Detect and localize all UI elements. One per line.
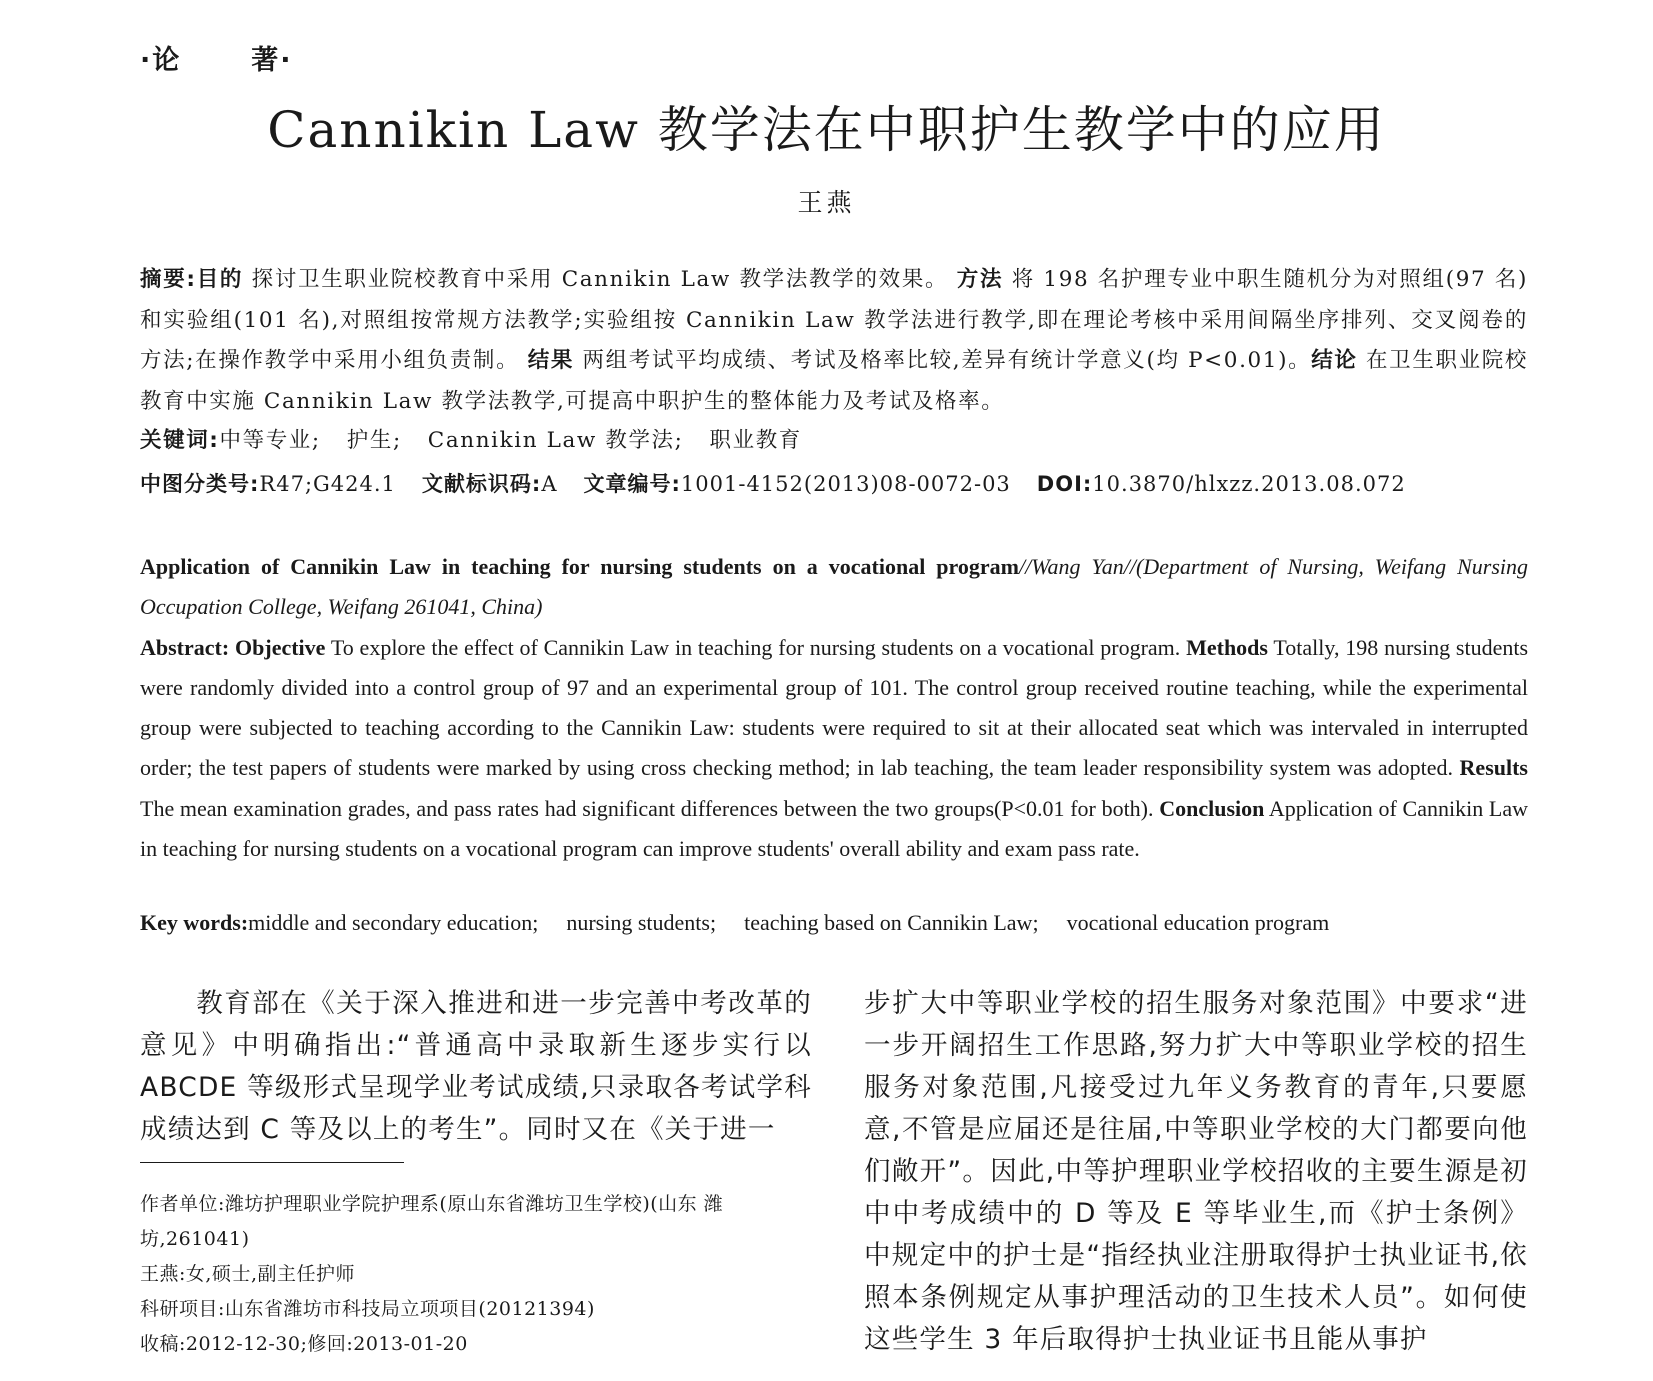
footnotes	[140, 1187, 812, 1362]
en-keywords-label: Key words:	[140, 910, 249, 935]
en-abstract-label: Abstract:	[140, 634, 230, 660]
footnote-author-info: 王燕:女,硕士,副主任护师	[140, 1263, 355, 1285]
en-conclusion-label: Conclusion	[1159, 795, 1265, 821]
body-right-text: 步扩大中等职业学校的招生服务对象范围》中要求“进一步开阔招生工作思路,努力扩大中等职业学校的招生服务对象范围,凡接受过九年义务教育的青年,只要愿意,不管是应届还是往届,中等职业学校的大门都要向他们敞开”。因此,中等护理职业学校招收的主要生源是初中中考成绩中的 D 等及 E 等毕业生,而《护士条例》中规定中的护士是“指经执业注册取得护士执业证书,依照本条例规定从事护理活动的卫生技术人员”。如何使这些学生 3 年后取得护士执业证书且能从事护	[864, 988, 1528, 1355]
classification-line	[140, 468, 1406, 498]
en-methods-label: Methods	[1186, 634, 1268, 660]
clc-label: 中图分类号:	[140, 472, 260, 496]
paper-title: Cannikin Law 教学法在中职护生教学中的应用	[267, 101, 1386, 159]
en-results-label: Results	[1459, 755, 1528, 781]
en-keyword: vocational education program	[1066, 910, 1330, 935]
footnote-funding: 科研项目:山东省潍坊市科技局立项项目(20121394)	[140, 1298, 595, 1320]
cn-keyword: 护生;	[346, 428, 402, 453]
en-affiliation: (Department of Nursing, Weifang Nursing Occupation College, Weifang 261041, China)	[140, 554, 1528, 620]
doi-value: 10.3870/hlxzz.2013.08.072	[1092, 472, 1406, 496]
footnote-divider	[140, 1162, 404, 1163]
en-keyword: nursing students;	[566, 910, 717, 935]
chinese-abstract	[140, 260, 1528, 422]
section-tag-right: 著·	[251, 45, 293, 76]
chinese-keywords	[140, 423, 802, 454]
en-title: Application of Cannikin Law in teaching for nursing students on a vocational program	[140, 554, 1019, 579]
cn-conclusion-label: 结论	[1311, 348, 1358, 373]
en-sep: //	[1018, 554, 1032, 579]
article-number-label: 文章编号:	[583, 472, 681, 496]
cn-results-text: 两组考试平均成绩、考试及格率比较,差异有统计学意义(均 P<0.01)。	[582, 348, 1312, 373]
clc-value: R47;G424.1	[259, 472, 396, 496]
doc-code-value: A	[541, 472, 558, 496]
en-keyword: teaching based on Cannikin Law;	[744, 910, 1039, 935]
body-column-left	[140, 983, 812, 1151]
en-methods-text: Totally, 198 nursing students were randomly divided into a control group of 97 and an experimental group of 101. The control group received routine teaching, while the experimental group were subjected to teaching according to the Cannikin Law: students were required to sit at their allocated seat which was intervaled in interrupted order; the test papers of students were marked by using cross checking method; in lab teaching, the team leader responsibility system was adopted.	[140, 634, 1529, 781]
section-tag-left: ·论	[140, 45, 182, 76]
cn-abstract-label: 摘要:	[140, 267, 197, 292]
article-number-value: 1001-4152(2013)08-0072-03	[680, 472, 1011, 496]
paper-author: 王燕	[797, 188, 856, 217]
english-keywords	[140, 910, 1329, 936]
body-column-right	[864, 983, 1528, 1361]
cn-keywords-label: 关键词:	[140, 428, 220, 453]
en-conclusion-text: Application of Cannikin Law in teaching for nursing students on a vocational program can improve students' overall ability and exam pass rate.	[140, 795, 1529, 862]
cn-objective-text: 探讨卫生职业院校教育中采用 Cannikin Law 教学法教学的效果。	[251, 267, 949, 292]
section-tag	[140, 38, 293, 77]
en-objective-label: Objective	[235, 634, 326, 660]
en-author: Wang Yan	[1031, 554, 1124, 579]
cn-objective-label: 目的	[196, 267, 244, 292]
body-left-text: 教育部在《关于深入推进和进一步完善中考改革的意见》中明确指出:“普通高中录取新生逐步实行以 ABCDE 等级形式呈现学业考试成绩,只录取各考试学科成绩达到 C 等及以上的考生”。同时又在《关于进一	[140, 988, 812, 1145]
cn-keyword: 中等专业;	[219, 428, 321, 453]
en-results-text: The mean examination grades, and pass rates had significant differences between the two groups(P<0.01 for both).	[140, 795, 1154, 821]
cn-keyword: 职业教育	[709, 428, 802, 453]
english-abstract	[140, 547, 1528, 869]
cn-methods-text: 将 198 名护理专业中职生随机分为对照组(97 名)和实验组(101 名),对照组按常规方法教学;实验组按 Cannikin Law 教学法进行教学,即在理论考核中采用间隔坐序排列、交叉阅卷的方法;在操作教学中采用小组负责制。	[140, 267, 1529, 373]
cn-conclusion-text: 在卫生职业院校教育中实施 Cannikin Law 教学法教学,可提高中职护生的整体能力及考试及格率。	[140, 348, 1529, 414]
doi-label: DOI:	[1036, 472, 1093, 496]
cn-methods-label: 方法	[956, 267, 1004, 292]
doc-code-label: 文献标识码:	[421, 472, 542, 496]
cn-results-label: 结果	[527, 348, 574, 373]
en-keyword: middle and secondary education;	[248, 910, 539, 935]
cn-keyword: Cannikin Law 教学法;	[427, 428, 684, 453]
en-sep: //	[1123, 554, 1136, 579]
footnote-affiliation: 作者单位:潍坊护理职业学院护理系(原山东省潍坊卫生学校)(山东 潍坊,261041)	[140, 1193, 724, 1250]
en-objective-text: To explore the effect of Cannikin Law in teaching for nursing students on a vocational program.	[330, 634, 1181, 660]
footnote-dates: 收稿:2012-12-30;修回:2013-01-20	[140, 1333, 468, 1355]
